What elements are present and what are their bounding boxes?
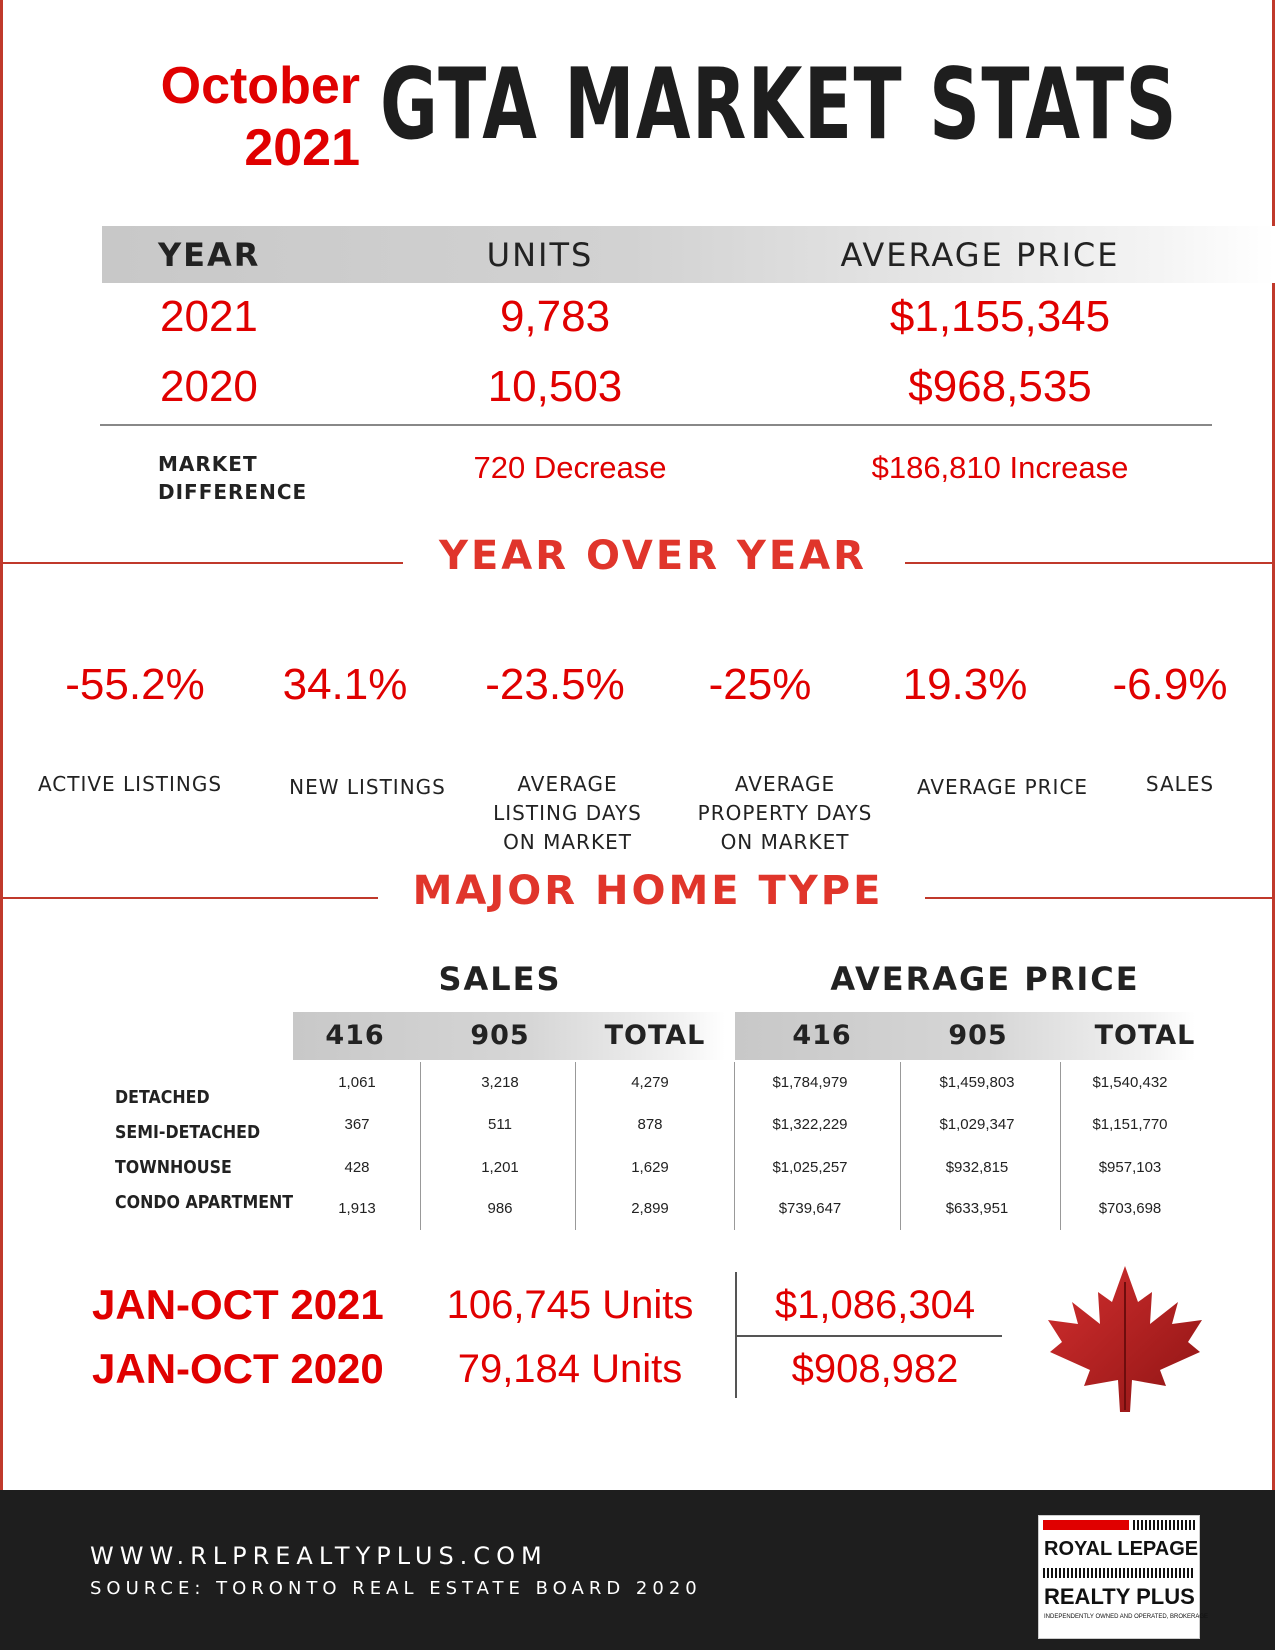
price-difference: $186,810 Increase — [871, 450, 1129, 485]
table-cell: $1,029,347 — [939, 1116, 1015, 1133]
col-price-header: AVERAGE PRICE — [840, 236, 1120, 274]
table-cell: 1,913 — [338, 1200, 376, 1217]
average-price-heading: AVERAGE PRICE — [830, 960, 1140, 998]
sales-col-total: TOTAL — [604, 1020, 706, 1051]
ytd-2021-units: 106,745 Units — [446, 1283, 694, 1327]
yoy-new-listings-label: NEW LISTINGS — [289, 775, 446, 799]
table-cell: 3,218 — [481, 1074, 519, 1091]
price-col-905: 905 — [948, 1020, 1008, 1051]
units-difference: 720 Decrease — [473, 450, 667, 485]
table-cell: 1,629 — [631, 1159, 669, 1176]
table-cell: $932,815 — [945, 1159, 1009, 1176]
table-cell: 878 — [637, 1116, 663, 1133]
summary-price-2021: $1,155,345 — [889, 292, 1111, 341]
table-cell: 1,201 — [481, 1159, 519, 1176]
table-cell: $1,540,432 — [1092, 1074, 1168, 1091]
footer-source: SOURCE: TORONTO REAL ESTATE BOARD 2020 — [90, 1578, 702, 1599]
col-units-header: UNITS — [486, 236, 594, 274]
price-col-416: 416 — [792, 1020, 852, 1051]
market-difference-label: MARKET DIFFERENCE — [158, 452, 308, 504]
table-cell: $633,951 — [945, 1200, 1009, 1217]
yoy-sales-value: -6.9% — [1112, 660, 1228, 709]
sales-heading: SALES — [438, 960, 562, 998]
table-cell: 511 — [488, 1116, 512, 1133]
ytd-divider-horizontal — [737, 1335, 1002, 1337]
col-year-header: YEAR — [158, 236, 261, 274]
ytd-2020-units: 79,184 Units — [457, 1347, 683, 1391]
logo-red-bar — [1043, 1520, 1129, 1530]
yoy-active-listings-label: ACTIVE LISTINGS — [37, 772, 223, 796]
table-cell: $1,784,979 — [772, 1074, 848, 1091]
row-label-semi-detached: SEMI-DETACHED — [115, 1122, 261, 1143]
ytd-2021-label: JAN-OCT 2021 — [92, 1281, 384, 1328]
table-cell: 4,279 — [631, 1074, 669, 1091]
logo-realty-plus-text: REALTY PLUS — [1044, 1584, 1195, 1609]
yoy-average-price-label: AVERAGE PRICE — [916, 775, 1089, 799]
row-label-townhouse: TOWNHOUSE — [115, 1157, 232, 1178]
yoy-listing-days-value: -23.5% — [485, 660, 625, 709]
logo-barcode-stripes — [1133, 1520, 1195, 1530]
page-border-left — [0, 0, 3, 1490]
table-cell: $957,103 — [1098, 1159, 1162, 1176]
report-month: October 2021 — [160, 57, 360, 177]
table-cell: 1,061 — [338, 1074, 376, 1091]
table-cell: 428 — [344, 1159, 370, 1176]
table-cell: $703,698 — [1098, 1200, 1162, 1217]
table-cell: $1,025,257 — [772, 1159, 848, 1176]
summary-units-2021: 9,783 — [499, 292, 611, 341]
summary-price-2020: $968,535 — [908, 362, 1092, 411]
footer-website: WWW.RLPREALTYPLUS.COM — [90, 1542, 548, 1570]
table-cell: $1,151,770 — [1092, 1116, 1168, 1133]
yoy-section-title: YEAR OVER YEAR — [439, 533, 867, 579]
yoy-listing-days-label: AVERAGE LISTING DAYS ON MARKET — [493, 772, 642, 854]
sales-col-905: 905 — [470, 1020, 530, 1051]
row-label-detached: DETACHED — [115, 1087, 210, 1108]
yoy-property-days-label: AVERAGE PROPERTY DAYS ON MARKET — [697, 772, 873, 854]
logo-barcode-stripes — [1043, 1568, 1195, 1578]
page-title: GTA MARKET STATS — [380, 48, 1178, 162]
yoy-active-listings-value: -55.2% — [65, 660, 205, 709]
sales-col-416: 416 — [325, 1020, 385, 1051]
yoy-new-listings-value: 34.1% — [282, 660, 408, 709]
table-divider — [575, 1062, 576, 1230]
yoy-average-price-value: 19.3% — [902, 660, 1028, 709]
home-type-rule-left — [3, 897, 378, 899]
table-divider — [420, 1062, 421, 1230]
table-divider — [734, 1062, 735, 1230]
logo-tagline: INDEPENDENTLY OWNED AND OPERATED, BROKERAGE — [1044, 1614, 1209, 1620]
price-col-total: TOTAL — [1094, 1020, 1196, 1051]
home-type-section-title: MAJOR HOME TYPE — [412, 868, 884, 914]
logo-royal-lepage-text: ROYAL LEPAGE — [1044, 1538, 1199, 1560]
table-divider — [1060, 1062, 1061, 1230]
ytd-2021-price: $1,086,304 — [774, 1283, 976, 1327]
ytd-2020-label: JAN-OCT 2020 — [92, 1345, 384, 1392]
table-divider — [900, 1062, 901, 1230]
table-cell: $1,322,229 — [772, 1116, 848, 1133]
ytd-2020-price: $908,982 — [791, 1347, 959, 1391]
summary-divider — [100, 424, 1212, 426]
yoy-rule-left — [3, 562, 403, 564]
yoy-rule-right — [905, 562, 1272, 564]
home-type-rule-right — [925, 897, 1272, 899]
summary-year-2020: 2020 — [160, 362, 258, 411]
table-cell: 986 — [487, 1200, 513, 1217]
table-cell: $739,647 — [778, 1200, 842, 1217]
yoy-property-days-value: -25% — [708, 660, 812, 709]
table-cell: 367 — [344, 1116, 370, 1133]
summary-year-2021: 2021 — [160, 292, 258, 341]
maple-leaf-icon — [1040, 1262, 1210, 1417]
summary-units-2020: 10,503 — [487, 362, 623, 411]
row-label-condo-apartment: CONDO APARTMENT — [115, 1192, 294, 1213]
yoy-sales-label: SALES — [1145, 772, 1215, 796]
royal-lepage-logo — [1038, 1515, 1209, 1639]
table-cell: 2,899 — [631, 1200, 669, 1217]
table-cell: $1,459,803 — [939, 1074, 1015, 1091]
